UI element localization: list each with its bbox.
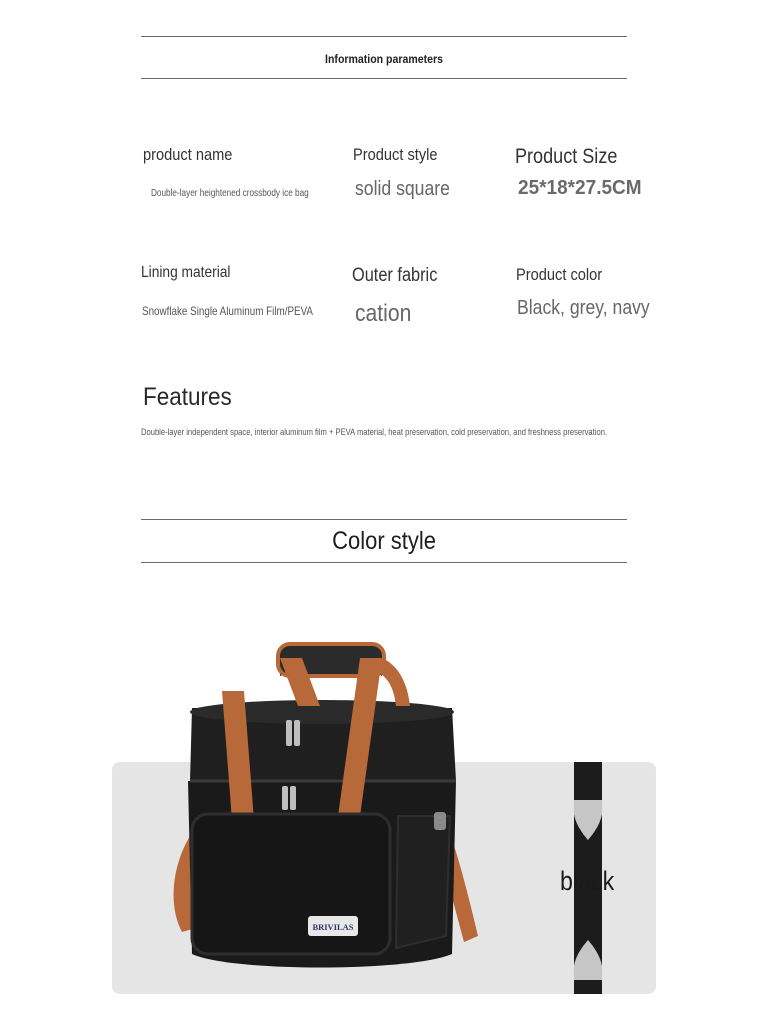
product-color-value: Black, grey, navy xyxy=(517,297,650,319)
product-image-cooler-bag xyxy=(160,636,490,986)
features-body xyxy=(141,422,724,440)
param-lining-material xyxy=(141,264,245,282)
color-style-title: Color style xyxy=(332,527,436,555)
param-product-name xyxy=(143,145,247,165)
lining-material-value-wrap xyxy=(142,302,351,320)
zipper-pull-lower-1 xyxy=(282,786,288,810)
outer-fabric-value: cation xyxy=(355,300,412,327)
product-name-label: product name xyxy=(143,145,233,164)
brand-label xyxy=(308,916,358,936)
front-pocket xyxy=(192,814,390,954)
product-name-value-wrap xyxy=(151,183,343,201)
header-bottom-rule xyxy=(141,78,627,79)
product-color-value-wrap xyxy=(517,297,668,320)
product-size-label: Product Size xyxy=(515,145,618,168)
product-size-value: 25*18*27.5CM xyxy=(518,177,642,199)
svg-text:BRIVILAS: BRIVILAS xyxy=(312,922,354,932)
color-style-header xyxy=(0,527,768,556)
outer-fabric-label: Outer fabric xyxy=(352,265,438,286)
product-style-value-wrap xyxy=(355,178,463,201)
lining-material-label: Lining material xyxy=(141,264,231,281)
param-product-size xyxy=(515,145,634,169)
product-name-value: Double-layer heightened crossbody ice bag xyxy=(151,188,309,199)
zipper-pull-upper-1 xyxy=(286,720,292,746)
param-outer-fabric xyxy=(352,265,451,287)
color-bottom-rule xyxy=(141,562,627,563)
product-style-label: Product style xyxy=(353,145,438,164)
features-title: Features xyxy=(143,383,232,411)
param-product-color xyxy=(516,265,616,285)
section-title: Information parameters xyxy=(325,52,443,66)
outer-fabric-value-wrap xyxy=(355,300,419,328)
product-style-value: solid square xyxy=(355,178,450,200)
zipper-pull-lower-2 xyxy=(290,786,296,810)
features-heading xyxy=(143,383,242,412)
top-rule xyxy=(141,36,627,37)
product-size-value-wrap xyxy=(518,177,648,200)
lining-material-value: Snowflake Single Aluminum Film/PEVA xyxy=(142,304,313,318)
color-swatch-label: black xyxy=(560,866,615,896)
zipper-pull-upper-2 xyxy=(294,720,300,746)
section-header xyxy=(0,50,768,68)
param-product-style xyxy=(353,145,451,165)
features-text: Double-layer independent space, interior aluminum film + PEVA material, heat preservation, cold preservation, and freshness preservation. xyxy=(141,427,608,438)
product-color-label: Product color xyxy=(516,265,603,284)
color-top-rule xyxy=(141,519,627,520)
